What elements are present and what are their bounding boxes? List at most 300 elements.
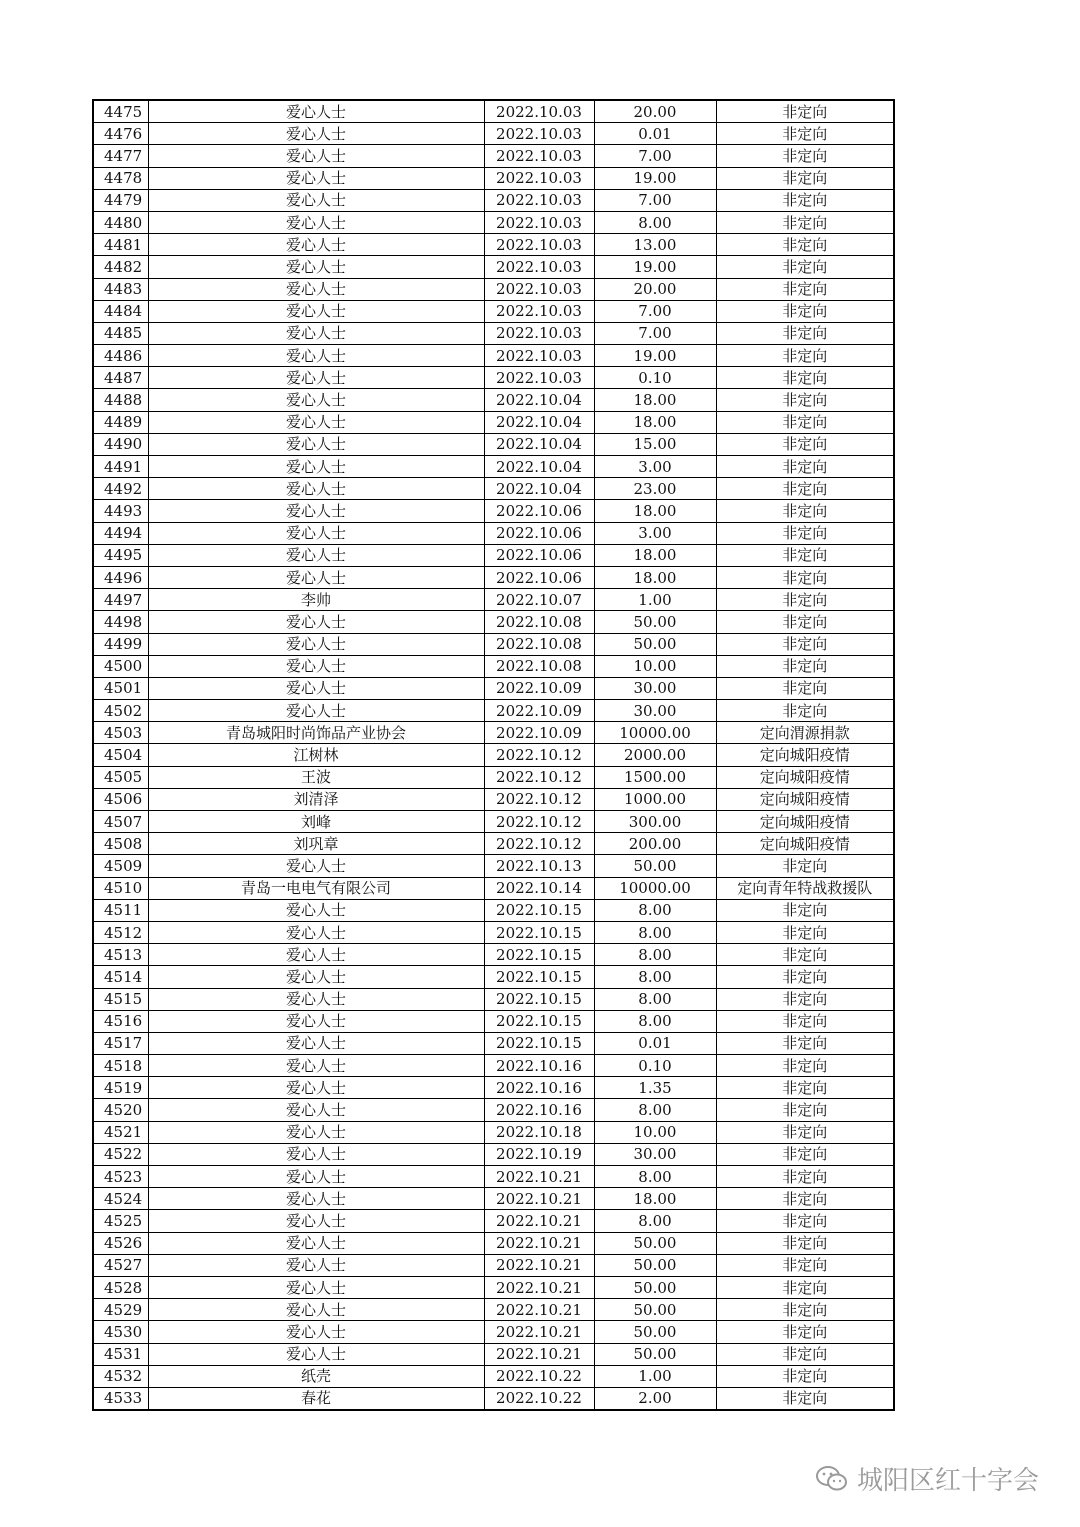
table-row (93, 189, 894, 211)
table-row (93, 1210, 894, 1232)
cell-amount: 7.00 (594, 300, 716, 322)
table-row (93, 234, 894, 256)
cell-amount: 18.00 (594, 566, 716, 588)
table-row (93, 677, 894, 699)
cell-date: 2022.10.21 (484, 1166, 594, 1188)
cell-designation: 非定向 (716, 944, 894, 966)
cell-donor: 爱心人士 (148, 700, 484, 722)
cell-amount: 8.00 (594, 966, 716, 988)
cell-donor: 刘清泽 (148, 788, 484, 810)
cell-donor: 爱心人士 (148, 899, 484, 921)
table-row (93, 966, 894, 988)
table-row (93, 1077, 894, 1099)
cell-amount: 7.00 (594, 145, 716, 167)
cell-donor: 爱心人士 (148, 1055, 484, 1077)
table-row (93, 1365, 894, 1387)
table-row (93, 367, 894, 389)
cell-date: 2022.10.21 (484, 1232, 594, 1254)
cell-donor: 爱心人士 (148, 1166, 484, 1188)
table-row (93, 256, 894, 278)
table-row (93, 855, 894, 877)
cell-date: 2022.10.04 (484, 411, 594, 433)
cell-amount: 8.00 (594, 1210, 716, 1232)
cell-date: 2022.10.08 (484, 611, 594, 633)
cell-date: 2022.10.22 (484, 1365, 594, 1387)
cell-date: 2022.10.15 (484, 966, 594, 988)
cell-designation: 非定向 (716, 367, 894, 389)
cell-amount: 200.00 (594, 833, 716, 855)
cell-amount: 2.00 (594, 1387, 716, 1410)
cell-donor: 青岛城阳时尚饰品产业协会 (148, 722, 484, 744)
cell-designation: 非定向 (716, 1143, 894, 1165)
cell-number: 4491 (93, 456, 148, 478)
cell-date: 2022.10.12 (484, 811, 594, 833)
cell-date: 2022.10.21 (484, 1343, 594, 1365)
cell-designation: 定向城阳疫情 (716, 833, 894, 855)
cell-number: 4479 (93, 189, 148, 211)
cell-number: 4494 (93, 522, 148, 544)
table-row (93, 322, 894, 344)
table-row (93, 589, 894, 611)
cell-number: 4515 (93, 988, 148, 1010)
cell-designation: 非定向 (716, 1232, 894, 1254)
cell-date: 2022.10.03 (484, 167, 594, 189)
table-row (93, 1188, 894, 1210)
cell-date: 2022.10.03 (484, 322, 594, 344)
cell-date: 2022.10.21 (484, 1321, 594, 1343)
cell-date: 2022.10.22 (484, 1387, 594, 1410)
cell-date: 2022.10.03 (484, 100, 594, 123)
table-row (93, 877, 894, 899)
cell-donor: 爱心人士 (148, 1276, 484, 1298)
cell-designation: 非定向 (716, 1299, 894, 1321)
table-row (93, 921, 894, 943)
cell-date: 2022.10.06 (484, 500, 594, 522)
cell-number: 4483 (93, 278, 148, 300)
cell-designation: 非定向 (716, 123, 894, 145)
cell-designation: 定向渭源捐款 (716, 722, 894, 744)
table-row (93, 1010, 894, 1032)
cell-amount: 50.00 (594, 855, 716, 877)
cell-number: 4505 (93, 766, 148, 788)
cell-amount: 15.00 (594, 433, 716, 455)
cell-number: 4501 (93, 677, 148, 699)
table-row (93, 500, 894, 522)
cell-number: 4533 (93, 1387, 148, 1410)
cell-donor: 爱心人士 (148, 855, 484, 877)
table-row (93, 1276, 894, 1298)
cell-designation: 非定向 (716, 167, 894, 189)
cell-designation: 非定向 (716, 211, 894, 233)
cell-date: 2022.10.15 (484, 899, 594, 921)
cell-amount: 8.00 (594, 988, 716, 1010)
cell-amount: 8.00 (594, 1099, 716, 1121)
table-row (93, 1343, 894, 1365)
cell-designation: 非定向 (716, 899, 894, 921)
cell-amount: 8.00 (594, 1010, 716, 1032)
cell-designation: 非定向 (716, 500, 894, 522)
cell-amount: 30.00 (594, 1143, 716, 1165)
cell-designation: 非定向 (716, 988, 894, 1010)
cell-amount: 18.00 (594, 544, 716, 566)
cell-number: 4482 (93, 256, 148, 278)
wechat-icon (815, 1464, 849, 1494)
cell-designation: 定向城阳疫情 (716, 744, 894, 766)
cell-amount: 50.00 (594, 1276, 716, 1298)
cell-amount: 10.00 (594, 655, 716, 677)
cell-amount: 50.00 (594, 1254, 716, 1276)
table-row (93, 1232, 894, 1254)
cell-donor: 爱心人士 (148, 211, 484, 233)
cell-amount: 50.00 (594, 1343, 716, 1365)
table-row (93, 811, 894, 833)
cell-date: 2022.10.03 (484, 189, 594, 211)
cell-number: 4488 (93, 389, 148, 411)
cell-number: 4520 (93, 1099, 148, 1121)
cell-number: 4481 (93, 234, 148, 256)
cell-donor: 爱心人士 (148, 522, 484, 544)
cell-number: 4477 (93, 145, 148, 167)
cell-donor: 爱心人士 (148, 566, 484, 588)
cell-date: 2022.10.12 (484, 788, 594, 810)
cell-donor: 爱心人士 (148, 278, 484, 300)
cell-amount: 10.00 (594, 1121, 716, 1143)
cell-amount: 10000.00 (594, 722, 716, 744)
cell-number: 4509 (93, 855, 148, 877)
cell-amount: 13.00 (594, 234, 716, 256)
table-row (93, 411, 894, 433)
cell-date: 2022.10.03 (484, 256, 594, 278)
cell-designation: 非定向 (716, 522, 894, 544)
cell-donor: 王波 (148, 766, 484, 788)
cell-date: 2022.10.14 (484, 877, 594, 899)
cell-amount: 2000.00 (594, 744, 716, 766)
cell-donor: 爱心人士 (148, 300, 484, 322)
cell-number: 4517 (93, 1032, 148, 1054)
cell-donor: 爱心人士 (148, 123, 484, 145)
cell-donor: 爱心人士 (148, 500, 484, 522)
cell-amount: 3.00 (594, 522, 716, 544)
cell-designation: 定向青年特战救援队 (716, 877, 894, 899)
cell-amount: 0.01 (594, 123, 716, 145)
cell-date: 2022.10.03 (484, 145, 594, 167)
cell-donor: 刘峰 (148, 811, 484, 833)
cell-date: 2022.10.12 (484, 766, 594, 788)
cell-donor: 爱心人士 (148, 544, 484, 566)
cell-donor: 爱心人士 (148, 367, 484, 389)
table-row (93, 1254, 894, 1276)
cell-number: 4532 (93, 1365, 148, 1387)
cell-number: 4503 (93, 722, 148, 744)
cell-amount: 1000.00 (594, 788, 716, 810)
cell-designation: 非定向 (716, 1032, 894, 1054)
cell-amount: 0.10 (594, 367, 716, 389)
cell-date: 2022.10.04 (484, 456, 594, 478)
table-row (93, 766, 894, 788)
table-row (93, 1121, 894, 1143)
cell-designation: 非定向 (716, 389, 894, 411)
cell-designation: 非定向 (716, 256, 894, 278)
cell-number: 4493 (93, 500, 148, 522)
cell-number: 4485 (93, 322, 148, 344)
cell-number: 4506 (93, 788, 148, 810)
cell-number: 4497 (93, 589, 148, 611)
cell-date: 2022.10.04 (484, 389, 594, 411)
cell-designation: 非定向 (716, 589, 894, 611)
cell-amount: 20.00 (594, 100, 716, 123)
cell-donor: 爱心人士 (148, 988, 484, 1010)
table-row (93, 100, 894, 123)
table-row (93, 278, 894, 300)
cell-designation: 非定向 (716, 433, 894, 455)
watermark-text: 城阳区红十字会 (857, 1466, 1040, 1496)
cell-donor: 爱心人士 (148, 145, 484, 167)
cell-designation: 非定向 (716, 544, 894, 566)
cell-amount: 50.00 (594, 611, 716, 633)
cell-donor: 爱心人士 (148, 234, 484, 256)
cell-number: 4528 (93, 1276, 148, 1298)
cell-donor: 爱心人士 (148, 345, 484, 367)
cell-designation: 非定向 (716, 611, 894, 633)
cell-number: 4504 (93, 744, 148, 766)
cell-designation: 非定向 (716, 855, 894, 877)
cell-designation: 非定向 (716, 1210, 894, 1232)
cell-date: 2022.10.04 (484, 478, 594, 500)
cell-designation: 非定向 (716, 411, 894, 433)
cell-donor: 爱心人士 (148, 100, 484, 123)
cell-number: 4475 (93, 100, 148, 123)
cell-donor: 爱心人士 (148, 655, 484, 677)
table-row (93, 833, 894, 855)
cell-donor: 爱心人士 (148, 1099, 484, 1121)
cell-amount: 19.00 (594, 256, 716, 278)
table-row (93, 788, 894, 810)
cell-amount: 8.00 (594, 944, 716, 966)
cell-donor: 爱心人士 (148, 1077, 484, 1099)
cell-amount: 1.35 (594, 1077, 716, 1099)
cell-designation: 非定向 (716, 322, 894, 344)
cell-designation: 非定向 (716, 1166, 894, 1188)
cell-date: 2022.10.21 (484, 1188, 594, 1210)
cell-date: 2022.10.09 (484, 722, 594, 744)
table-row (93, 389, 894, 411)
cell-number: 4476 (93, 123, 148, 145)
cell-designation: 非定向 (716, 1321, 894, 1343)
cell-date: 2022.10.03 (484, 123, 594, 145)
cell-designation: 非定向 (716, 1343, 894, 1365)
cell-number: 4521 (93, 1121, 148, 1143)
cell-amount: 19.00 (594, 167, 716, 189)
table-row (93, 899, 894, 921)
cell-number: 4525 (93, 1210, 148, 1232)
cell-donor: 爱心人士 (148, 478, 484, 500)
cell-date: 2022.10.09 (484, 677, 594, 699)
table-row (93, 1143, 894, 1165)
table-row (93, 1032, 894, 1054)
cell-amount: 0.01 (594, 1032, 716, 1054)
cell-donor: 爱心人士 (148, 433, 484, 455)
cell-amount: 18.00 (594, 500, 716, 522)
table-row (93, 456, 894, 478)
cell-donor: 爱心人士 (148, 1188, 484, 1210)
cell-donor: 青岛一电电气有限公司 (148, 877, 484, 899)
cell-number: 4527 (93, 1254, 148, 1276)
cell-date: 2022.10.12 (484, 833, 594, 855)
cell-date: 2022.10.15 (484, 1010, 594, 1032)
cell-donor: 爱心人士 (148, 1299, 484, 1321)
cell-donor: 爱心人士 (148, 1254, 484, 1276)
table-row (93, 1099, 894, 1121)
cell-date: 2022.10.09 (484, 700, 594, 722)
cell-amount: 1500.00 (594, 766, 716, 788)
cell-number: 4496 (93, 566, 148, 588)
cell-designation: 非定向 (716, 1055, 894, 1077)
cell-number: 4478 (93, 167, 148, 189)
cell-date: 2022.10.16 (484, 1077, 594, 1099)
cell-date: 2022.10.03 (484, 367, 594, 389)
cell-number: 4510 (93, 877, 148, 899)
table-row (93, 1299, 894, 1321)
cell-designation: 非定向 (716, 1099, 894, 1121)
table-row (93, 700, 894, 722)
cell-date: 2022.10.06 (484, 522, 594, 544)
cell-designation: 非定向 (716, 1010, 894, 1032)
table-row (93, 123, 894, 145)
cell-designation: 非定向 (716, 1365, 894, 1387)
cell-date: 2022.10.18 (484, 1121, 594, 1143)
cell-designation: 非定向 (716, 1188, 894, 1210)
cell-number: 4531 (93, 1343, 148, 1365)
cell-date: 2022.10.03 (484, 211, 594, 233)
cell-donor: 爱心人士 (148, 677, 484, 699)
cell-amount: 7.00 (594, 322, 716, 344)
cell-amount: 8.00 (594, 1166, 716, 1188)
table-row (93, 944, 894, 966)
cell-number: 4499 (93, 633, 148, 655)
cell-date: 2022.10.06 (484, 544, 594, 566)
cell-donor: 刘巩章 (148, 833, 484, 855)
cell-date: 2022.10.13 (484, 855, 594, 877)
cell-designation: 非定向 (716, 1276, 894, 1298)
cell-designation: 非定向 (716, 1254, 894, 1276)
cell-date: 2022.10.21 (484, 1254, 594, 1276)
cell-donor: 爱心人士 (148, 1232, 484, 1254)
cell-date: 2022.10.19 (484, 1143, 594, 1165)
table-row (93, 522, 894, 544)
cell-number: 4498 (93, 611, 148, 633)
cell-designation: 非定向 (716, 100, 894, 123)
cell-number: 4495 (93, 544, 148, 566)
cell-designation: 非定向 (716, 677, 894, 699)
cell-donor: 爱心人士 (148, 966, 484, 988)
cell-donor: 李帅 (148, 589, 484, 611)
cell-number: 4490 (93, 433, 148, 455)
cell-designation: 定向城阳疫情 (716, 766, 894, 788)
cell-number: 4480 (93, 211, 148, 233)
table-row (93, 1166, 894, 1188)
table-row (93, 611, 894, 633)
donation-table (92, 99, 895, 1411)
donation-table-body (93, 100, 894, 1410)
cell-amount: 10000.00 (594, 877, 716, 899)
table-row (93, 988, 894, 1010)
cell-amount: 7.00 (594, 189, 716, 211)
cell-number: 4511 (93, 899, 148, 921)
cell-donor: 爱心人士 (148, 322, 484, 344)
cell-date: 2022.10.21 (484, 1299, 594, 1321)
cell-date: 2022.10.04 (484, 433, 594, 455)
cell-amount: 8.00 (594, 921, 716, 943)
cell-donor: 爱心人士 (148, 1121, 484, 1143)
cell-date: 2022.10.03 (484, 234, 594, 256)
cell-donor: 爱心人士 (148, 411, 484, 433)
table-row (93, 478, 894, 500)
cell-amount: 19.00 (594, 345, 716, 367)
cell-designation: 非定向 (716, 145, 894, 167)
cell-amount: 300.00 (594, 811, 716, 833)
cell-number: 4489 (93, 411, 148, 433)
watermark (815, 1460, 1039, 1497)
cell-date: 2022.10.21 (484, 1210, 594, 1232)
cell-designation: 定向城阳疫情 (716, 788, 894, 810)
cell-amount: 3.00 (594, 456, 716, 478)
cell-number: 4522 (93, 1143, 148, 1165)
cell-date: 2022.10.03 (484, 345, 594, 367)
table-row (93, 1055, 894, 1077)
cell-donor: 爱心人士 (148, 921, 484, 943)
cell-donor: 爱心人士 (148, 611, 484, 633)
table-row (93, 1387, 894, 1410)
cell-donor: 爱心人士 (148, 633, 484, 655)
cell-donor: 爱心人士 (148, 1010, 484, 1032)
cell-designation: 非定向 (716, 921, 894, 943)
cell-designation: 非定向 (716, 633, 894, 655)
cell-designation: 非定向 (716, 700, 894, 722)
cell-designation: 非定向 (716, 300, 894, 322)
cell-donor: 爱心人士 (148, 944, 484, 966)
cell-number: 4530 (93, 1321, 148, 1343)
cell-number: 4529 (93, 1299, 148, 1321)
cell-amount: 20.00 (594, 278, 716, 300)
cell-donor: 爱心人士 (148, 1343, 484, 1365)
cell-designation: 定向城阳疫情 (716, 811, 894, 833)
table-row (93, 167, 894, 189)
cell-amount: 50.00 (594, 1232, 716, 1254)
cell-designation: 非定向 (716, 189, 894, 211)
cell-donor: 纸壳 (148, 1365, 484, 1387)
cell-amount: 8.00 (594, 211, 716, 233)
cell-number: 4486 (93, 345, 148, 367)
cell-donor: 爱心人士 (148, 256, 484, 278)
cell-designation: 非定向 (716, 278, 894, 300)
cell-designation: 非定向 (716, 655, 894, 677)
cell-designation: 非定向 (716, 1077, 894, 1099)
cell-amount: 30.00 (594, 677, 716, 699)
cell-donor: 江树林 (148, 744, 484, 766)
cell-date: 2022.10.15 (484, 944, 594, 966)
cell-designation: 非定向 (716, 1387, 894, 1410)
cell-number: 4500 (93, 655, 148, 677)
cell-donor: 爱心人士 (148, 1143, 484, 1165)
table-row (93, 211, 894, 233)
cell-number: 4518 (93, 1055, 148, 1077)
cell-amount: 50.00 (594, 633, 716, 655)
cell-date: 2022.10.16 (484, 1055, 594, 1077)
cell-date: 2022.10.08 (484, 655, 594, 677)
cell-date: 2022.10.12 (484, 744, 594, 766)
cell-number: 4516 (93, 1010, 148, 1032)
cell-date: 2022.10.15 (484, 1032, 594, 1054)
